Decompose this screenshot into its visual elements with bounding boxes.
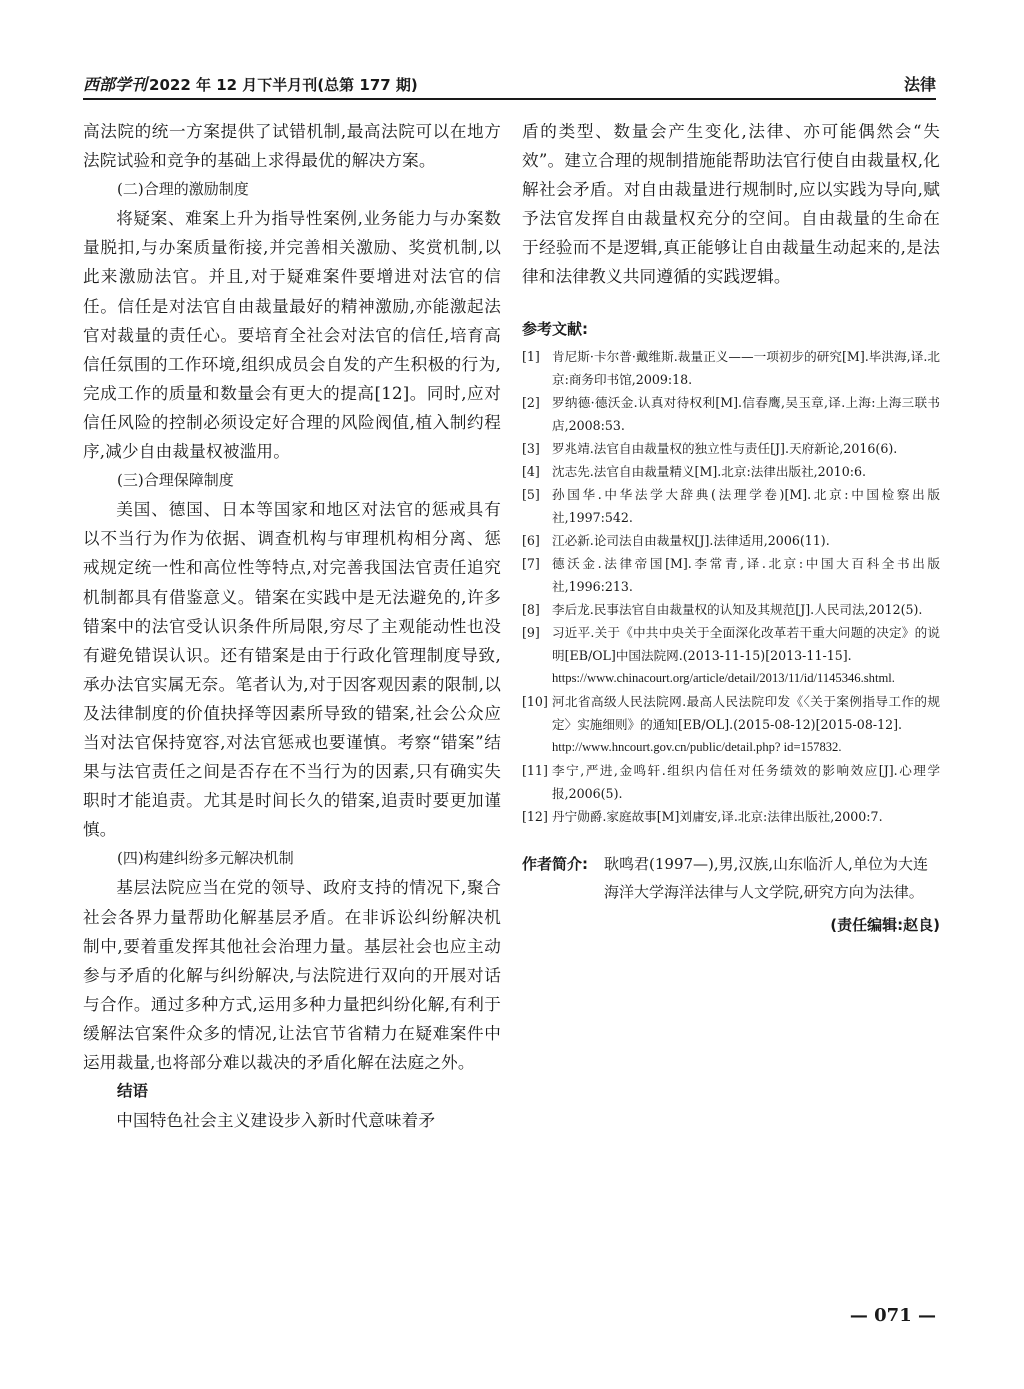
reference-item: [3] 罗兆靖.法官自由裁量权的独立性与责任[J].天府新论,2016(6).: [522, 440, 898, 456]
reference-item: [8] 李后龙.民事法官自由裁量权的认知及其规范[J].人民司法,2012(5).: [522, 601, 923, 617]
reference-url[interactable]: https://www.chinacourt.org/article/detail/2013/11/id/1145346.shtml.: [552, 670, 895, 685]
reference-item: [6] 江必新.论司法自由裁量权[J].法律适用,2006(11).: [522, 532, 830, 548]
author-bio-label: 作者简介:: [522, 854, 588, 873]
header-journal-info: [83, 72, 418, 95]
body-paragraph: 将疑案、难案上升为指导性案例,业务能力与办案数量脱扣,与办案质量衔接,并完善相关激励、奖赏机制,以此来激励法官。并且,对于疑难案件要增进对法官的信任。信任是对法官自由裁量最好的精神激励,亦能激起法官对裁量的责任心。要培育全社会对法官的信任,培育高信任氛围的工作环境,组织成员会自发的产生积极的行为,完成工作的质量和数量会有更大的提高[12]。同时,应对信任风险的控制必须设定好合理的风险阀值,植入制约程序,减少自由裁量权被滥用。: [83, 209, 501, 462]
body-paragraph: 盾的类型、数量会产生变化,法律、亦可能偶然会“失效”。建立合理的规制措施能帮助法官行使自由裁量权,化解社会矛盾。对自由裁量进行规制时,应以实践为导向,赋予法官发挥自由裁量权充分的空间。自由裁量的生命在于经验而不是逻辑,真正能够让自由裁量生动起来的,是法律和法律教义共同遵循的实践逻辑。: [522, 122, 940, 287]
body-paragraph: 中国特色社会主义建设步入新时代意味着矛: [116, 1111, 436, 1131]
journal-logo: 西部学刊: [83, 75, 148, 94]
reference-item: [1] 肯尼斯·卡尔普·戴维斯.裁量正义——一项初步的研究[M].毕洪海,译.北京:商务印书馆,2009:18.: [522, 348, 940, 387]
reference-item: [2] 罗纳德·德沃金.认真对待权利[M].信春鹰,吴玉章,译.上海:上海三联书店,2008:53.: [522, 394, 940, 433]
author-bio-text: 耿鸣君(1997—),男,汉族,山东临沂人,单位为大连海洋大学海洋法律与人文学院,研究方向为法律。: [604, 854, 928, 901]
subheading-safeguard: (三)合理保障制度: [117, 471, 234, 490]
right-column: [522, 117, 940, 935]
body-paragraph: 高法院的统一方案提供了试错机制,最高法院可以在地方法院试验和竞争的基础上求得最优的解决方案。: [83, 122, 501, 171]
issue-label: 2022 年 12 月下半月刊(总第 177 期): [149, 76, 418, 94]
author-bio: [522, 850, 940, 906]
header-rule: [83, 98, 936, 100]
reference-item: [5] 孙国华.中华法学大辞典(法理学卷)[M].北京:中国检察出版社,1997:542.: [522, 486, 940, 525]
reference-url[interactable]: http://www.hncourt.gov.cn/public/detail.php? id=157832.: [552, 739, 842, 754]
reference-list: [522, 345, 940, 828]
reference-item: [12] 丹宁勋爵.家庭故事[M]刘庸安,译.北京:法律出版社,2000:7.: [522, 808, 883, 824]
responsible-editor: (责任编辑:赵良): [830, 915, 940, 934]
page-number: — 071 —: [849, 1305, 936, 1326]
subheading-incentive: (二)合理的激励制度: [117, 180, 249, 199]
reference-item: [7] 德沃金.法律帝国[M].李常青,译.北京:中国大百科全书出版社,1996:213.: [522, 555, 940, 594]
running-header: [83, 70, 936, 100]
reference-item: [11] 李宁,严进,金鸣轩.组织内信任对任务绩效的影响效应[J].心理学报,2006(5).: [522, 762, 940, 801]
reference-item: [9] 习近平.关于《中共中央关于全面深化改革若干重大问题的决定》的说明[EB/OL]中国法院网.(2013-11-15)[2013-11-15]. https://www.chinacourt.org/article/detail/2013/11/id/1145346.shtml.: [522, 621, 940, 690]
subheading-dispute-resolution: (四)构建纠纷多元解决机制: [117, 849, 294, 868]
section-label: 法律: [903, 75, 936, 94]
left-column: [83, 117, 501, 1135]
conclusion-heading: 结语: [117, 1082, 149, 1101]
references-heading: 参考文献:: [522, 319, 588, 338]
reference-item: [10] 河北省高级人民法院网.最高人民法院印发《〈关于案例指导工作的规定〉实施细则》的通知[EB/OL].(2015-08-12)[2015-08-12]. http://www.hncourt.gov.cn/public/detail.php? id=157832.: [522, 690, 940, 759]
body-paragraph: 美国、德国、日本等国家和地区对法官的惩戒具有以不当行为作为依据、调查机构与审理机构相分离、惩戒规定统一性和高位性等特点,对完善我国法官责任追究机制都具有借鉴意义。错案在实践中是无法避免的,许多错案中的法官受认识条件所局限,穷尽了主观能动性也没有避免错误认识。还有错案是由于行政化管理制度导致,承办法官实属无奈。笔者认为,对于因客观因素的限制,以及法律制度的价值抉择等因素所导致的错案,社会公众应当对法官保持宽容,对法官惩戒也要谨慎。考察“错案”结果与法官责任之间是否存在不当行为的因素,只有确实失职时才能追责。尤其是时间长久的错案,追责时要更加谨慎。: [83, 500, 501, 840]
reference-item: [4] 沈志先.法官自由裁量精义[M].北京:法律出版社,2010:6.: [522, 463, 866, 479]
body-paragraph: 基层法院应当在党的领导、政府支持的情况下,聚合社会各界力量帮助化解基层矛盾。在非诉讼纠纷解决机制中,要着重发挥其他社会治理力量。基层社会也应主动参与矛盾的化解与纠纷解决,与法院进行双向的开展对话与合作。通过多种方式,运用多种力量把纠纷化解,有利于缓解法官案件众多的情况,让法官节省精力在疑难案件中运用裁量,也将部分难以裁决的矛盾化解在法庭之外。: [83, 878, 501, 1072]
